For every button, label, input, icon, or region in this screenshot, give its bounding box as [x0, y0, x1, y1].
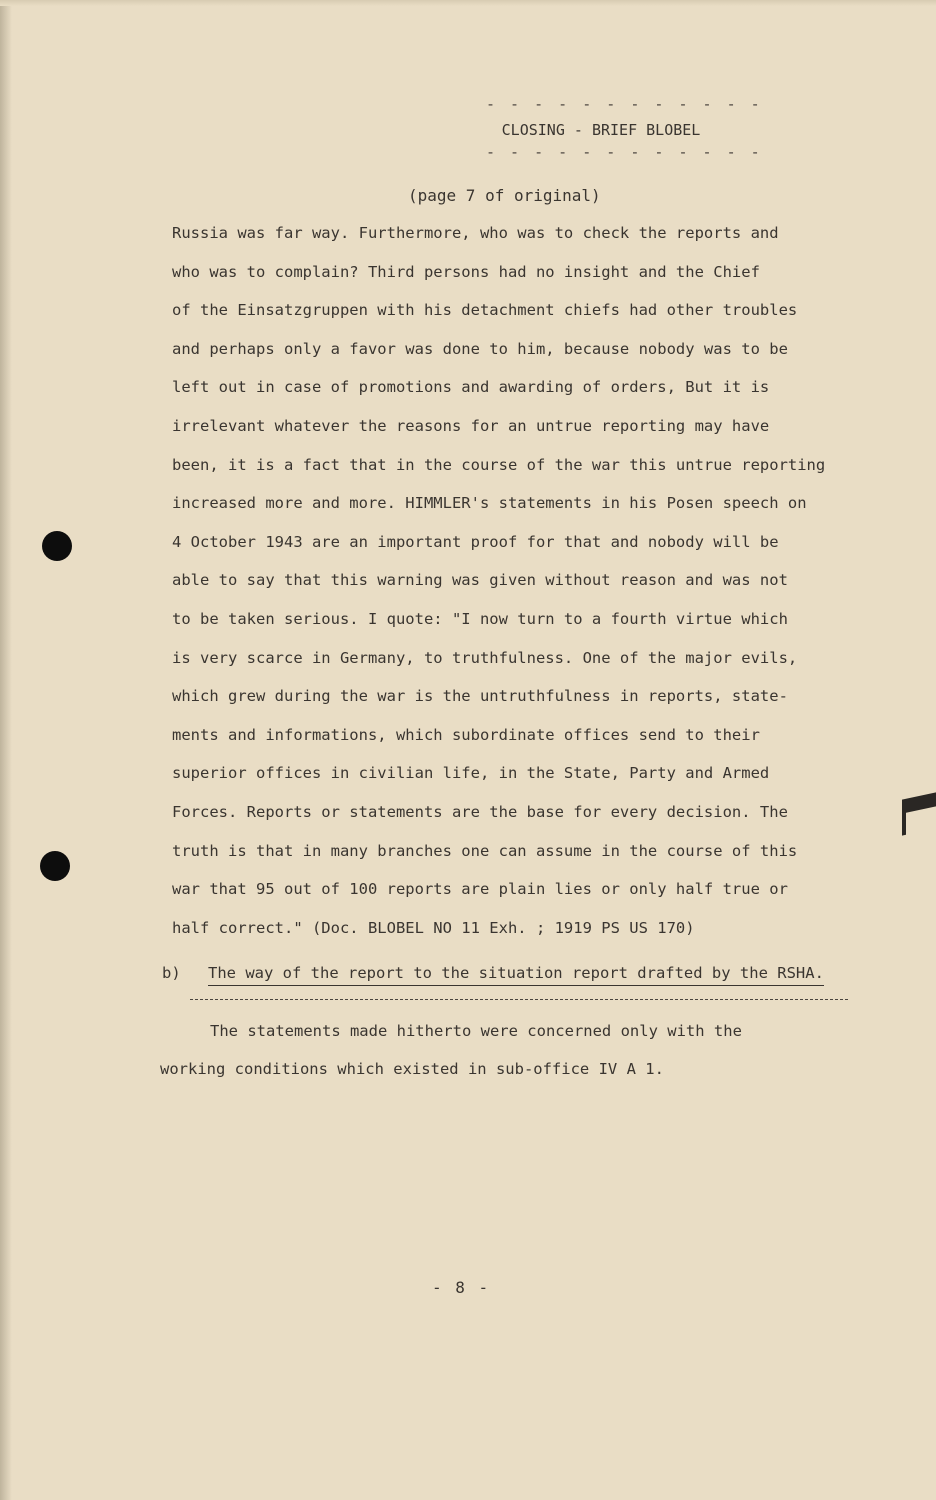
paper-clip-mark: [902, 792, 936, 813]
text-line: left out in case of promotions and awarding of orders, But it is: [172, 378, 770, 397]
text-line: truth is that in many branches one can assume in the course of this: [172, 841, 798, 860]
page-number: - 8 -: [432, 1278, 491, 1297]
page-top-edge: [0, 0, 936, 6]
body-paragraph: [172, 222, 862, 955]
document-header: [486, 95, 763, 161]
text-line: war that 95 out of 100 reports are plain lies or only half true or: [172, 880, 788, 899]
text-line: of the Einsatzgruppen with his detachment chiefs had other troubles: [172, 301, 798, 320]
section-heading: [162, 964, 824, 986]
text-line: Russia was far way. Furthermore, who was to check the reports and: [172, 224, 779, 242]
text-line: which grew during the war is the untruthfulness in reports, state-: [172, 687, 788, 706]
text-line: able to say that this warning was given without reason and was not: [172, 571, 788, 590]
text-line: is very scarce in Germany, to truthfulness. One of the major evils,: [172, 648, 798, 667]
text-line: 4 October 1943 are an important proof for that and nobody will be: [172, 532, 779, 551]
text-line: been, it is a fact that in the course of the war this untrue reporting: [172, 455, 826, 474]
text-line: ments and informations, which subordinate offices send to their: [172, 725, 760, 744]
text-line: irrelevant whatever the reasons for an untrue reporting may have: [172, 416, 770, 435]
document-title: CLOSING - BRIEF BLOBEL: [501, 121, 701, 139]
text-line: who was to complain? Third persons had no insight and the Chief: [172, 262, 760, 281]
text-line: working conditions which existed in sub-office IV A 1.: [160, 1060, 664, 1078]
text-line: and perhaps only a favor was done to him, because nobody was to be: [172, 339, 788, 358]
text-line: The statements made hitherto were concerned only with the: [210, 1022, 742, 1040]
text-line: Forces. Reports or statements are the base for every decision. The: [172, 802, 788, 821]
header-rule-bottom: - - - - - - - - - - - -: [486, 143, 763, 161]
text-line: increased more and more. HIMMLER's statements in his Posen speech on: [172, 494, 807, 513]
punch-hole: [40, 851, 70, 881]
text-line: to be taken serious. I quote: "I now turn to a fourth virtue which: [172, 609, 788, 628]
text-line: superior offices in civilian life, in the State, Party and Armed: [172, 764, 770, 783]
punch-hole: [42, 531, 72, 561]
header-rule-top: - - - - - - - - - - - -: [486, 95, 763, 113]
page-left-edge: [0, 0, 12, 1500]
section-label: b): [162, 964, 181, 982]
section-underline-rule: [190, 999, 848, 1000]
second-paragraph: [160, 1020, 860, 1096]
section-title: The way of the report to the situation report drafted by the RSHA.: [208, 964, 824, 986]
text-line: half correct." (Doc. BLOBEL NO 11 Exh. ; 1919 PS US 170): [172, 918, 695, 937]
original-page-note: (page 7 of original): [408, 186, 601, 205]
